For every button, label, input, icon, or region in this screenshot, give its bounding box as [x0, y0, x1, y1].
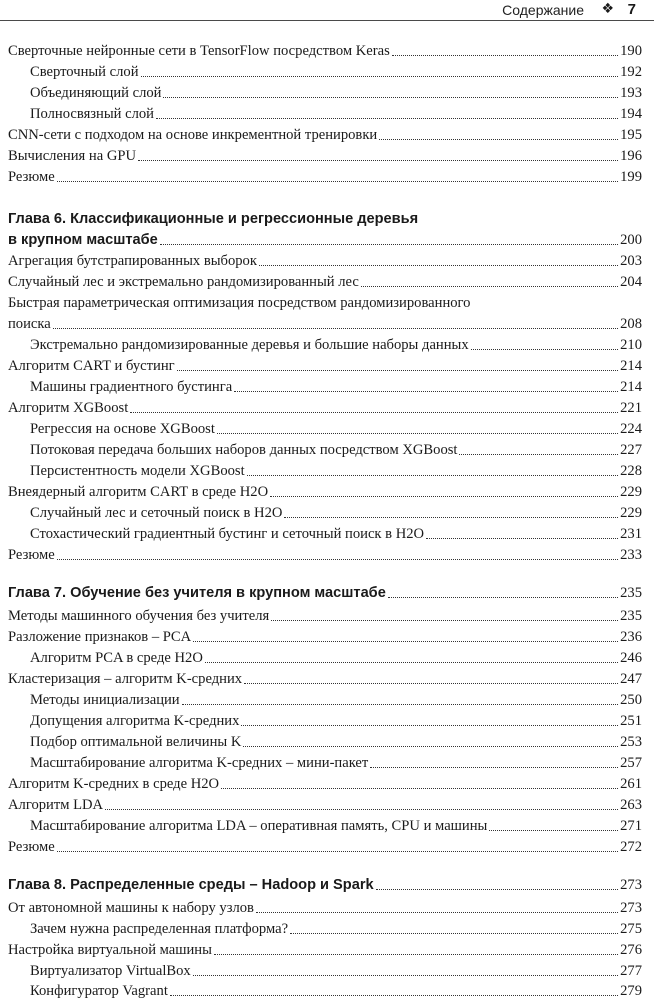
toc-entry-page: 194 [620, 106, 642, 122]
toc-entry-title: Вычисления на GPU [8, 148, 137, 164]
dot-leader [105, 809, 618, 810]
toc-entry[interactable] [30, 689, 642, 709]
toc-entry-title: Резюме [8, 169, 55, 185]
toc-entry-title: Случайный лес и сеточный поиск в H2O [30, 505, 283, 521]
toc-entry[interactable] [8, 271, 642, 291]
toc-entry-page: 221 [620, 400, 642, 416]
toc-entry[interactable] [8, 397, 642, 417]
toc-entry-page: 273 [620, 877, 642, 893]
dot-leader [193, 975, 618, 976]
toc-entry-title: Персистентность модели XGBoost [30, 463, 245, 479]
header-page-number: 7 [627, 1, 636, 18]
toc-entry-page: 196 [620, 148, 642, 164]
toc-entry-page: 214 [620, 379, 642, 395]
toc-entry-page: 277 [620, 963, 642, 979]
toc-entry-title: Зачем нужна распределенная платформа? [30, 921, 289, 937]
toc-entry[interactable] [30, 418, 642, 438]
toc-entry-title: Методы машинного обучения без учителя [8, 608, 270, 624]
toc-entry-page: 263 [620, 797, 642, 813]
toc-entry-page: 210 [620, 337, 642, 353]
toc-entry-title: Объединяющий слой [30, 85, 162, 101]
dot-leader [426, 538, 618, 539]
toc-entry-title: CNN-сети с подходом на основе инкрементной тренировки [8, 127, 378, 143]
dot-leader [57, 851, 618, 852]
toc-entry-title: Методы инициализации [30, 692, 180, 708]
toc-entry-page: 250 [620, 692, 642, 708]
toc-entry-page: 279 [620, 983, 642, 999]
toc-entry-page: 228 [620, 463, 642, 479]
toc-entry-title: Резюме [8, 839, 55, 855]
toc-entry[interactable] [30, 334, 642, 354]
toc-entry[interactable] [30, 376, 642, 396]
toc-entry[interactable] [30, 103, 642, 123]
dot-leader [270, 496, 618, 497]
dot-leader [163, 97, 618, 98]
toc-entry-title: Полносвязный слой [30, 106, 154, 122]
toc-entry-title: Подбор оптимальной величины K [30, 734, 242, 750]
toc-entry[interactable] [8, 40, 642, 60]
toc-entry[interactable] [30, 439, 642, 459]
dot-leader [256, 912, 618, 913]
toc-entry-title: Алгоритм K-средних в среде H2O [8, 776, 220, 792]
toc-entry[interactable] [30, 731, 642, 751]
toc-entry-title: Машины градиентного бустинга [30, 379, 233, 395]
toc-entry[interactable] [30, 647, 642, 667]
toc-entry[interactable] [8, 939, 642, 959]
toc-entry-page: 236 [620, 629, 642, 645]
toc-entry[interactable] [8, 794, 642, 814]
toc-entry-page: 204 [620, 274, 642, 290]
toc-entry-title: Потоковая передача больших наборов данных посредством XGBoost [30, 442, 458, 458]
toc-entry[interactable] [8, 605, 642, 625]
toc-entry[interactable] [8, 292, 642, 312]
toc-entry-page: 227 [620, 442, 642, 458]
toc-entry[interactable] [30, 980, 642, 1000]
dot-leader [376, 889, 618, 890]
toc-chapter-heading[interactable] [8, 874, 642, 894]
dot-leader [471, 349, 618, 350]
toc-entry-title: Глава 8. Распределенные среды – Hadoop и Spark [8, 877, 374, 893]
dot-leader [177, 370, 618, 371]
dot-leader [214, 954, 618, 955]
toc-entry[interactable] [30, 752, 642, 772]
toc-entry[interactable] [8, 166, 642, 186]
toc-entry-title: Конфигуратор Vagrant [30, 983, 168, 999]
toc-entry[interactable] [8, 145, 642, 165]
toc-entry-title: Алгоритм XGBoost [8, 400, 129, 416]
toc-entry-page: 253 [620, 734, 642, 750]
toc-entry-page: 214 [620, 358, 642, 374]
dot-leader [217, 433, 618, 434]
toc-entry-title: Глава 7. Обучение без учителя в крупном масштабе [8, 585, 386, 601]
dot-leader [271, 620, 618, 621]
toc-entry-page: 193 [620, 85, 642, 101]
toc-chapter-heading[interactable] [8, 208, 642, 228]
toc-entry[interactable] [8, 668, 642, 688]
dot-leader [221, 788, 618, 789]
toc-entry-title: Экстремально рандомизированные деревья и большие наборы данных [30, 337, 469, 353]
toc-entry-title: Глава 6. Классификационные и регрессионные деревья [8, 211, 419, 227]
toc-entry[interactable] [8, 626, 642, 646]
dot-leader [244, 683, 618, 684]
toc-entry-title: Резюме [8, 547, 55, 563]
dot-leader [290, 933, 618, 934]
toc-entry-page: 190 [620, 43, 642, 59]
toc-entry-title: Сверточные нейронные сети в TensorFlow посредством Keras [8, 43, 390, 59]
toc-entry-title: Случайный лес и экстремально рандомизированный лес [8, 274, 359, 290]
dot-leader [379, 139, 618, 140]
dot-leader [53, 328, 618, 329]
dot-leader [259, 265, 618, 266]
toc-entry[interactable] [8, 313, 642, 333]
dot-leader [284, 517, 618, 518]
dot-leader [57, 559, 618, 560]
toc-entry-page: 271 [620, 818, 642, 834]
toc-entry-page: 273 [620, 900, 642, 916]
toc-entry-title: Виртуализатор VirtualBox [30, 963, 191, 979]
dot-leader [247, 475, 618, 476]
toc-entry[interactable] [8, 544, 642, 564]
toc-entry-page: 251 [620, 713, 642, 729]
toc-entry[interactable] [8, 836, 642, 856]
toc-entry[interactable] [30, 82, 642, 102]
toc-entry-page: 233 [620, 547, 642, 563]
toc-entry[interactable] [30, 523, 642, 543]
toc-entry[interactable] [30, 815, 642, 835]
dot-leader [241, 725, 618, 726]
toc-entry-title: Допущения алгоритма K-средних [30, 713, 240, 729]
toc-entry-title: Стохастический градиентный бустинг и сеточный поиск в H2O [30, 526, 425, 542]
toc-entry-page: 257 [620, 755, 642, 771]
toc-chapter-heading[interactable] [8, 582, 642, 602]
toc-entry-page: 192 [620, 64, 642, 80]
dot-leader [243, 746, 618, 747]
toc-entry-page: 229 [620, 505, 642, 521]
toc-entry-page: 272 [620, 839, 642, 855]
toc-entry[interactable] [30, 502, 642, 522]
toc-entry-title: Кластеризация – алгоритм K-средних [8, 671, 243, 687]
dot-leader [156, 118, 618, 119]
toc-entry-page: 235 [620, 585, 642, 601]
toc-entry-page: 246 [620, 650, 642, 666]
toc-entry[interactable] [8, 897, 642, 917]
toc-entry-page: 199 [620, 169, 642, 185]
toc-entry-page: 235 [620, 608, 642, 624]
dot-leader [388, 597, 618, 598]
dot-leader [361, 286, 618, 287]
dot-leader [459, 454, 618, 455]
toc-entry-title: Регрессия на основе XGBoost [30, 421, 215, 437]
toc-entry-page: 203 [620, 253, 642, 269]
toc-entry-title: поиска [8, 316, 51, 332]
toc-entry-page: 276 [620, 942, 642, 958]
toc-entry-page: 247 [620, 671, 642, 687]
dot-leader [234, 391, 618, 392]
toc-entry[interactable] [30, 918, 642, 938]
toc-entry-title: Разложение признаков – PCA [8, 629, 192, 645]
toc-entry-page: 231 [620, 526, 642, 542]
toc-entry-title: Внеядерный алгоритм CART в среде H2O [8, 484, 269, 500]
dot-leader [193, 641, 618, 642]
toc-entry[interactable] [8, 481, 642, 501]
toc-entry-page: 229 [620, 484, 642, 500]
toc-entry[interactable] [8, 773, 642, 793]
dot-leader [370, 767, 618, 768]
toc-entry-page: 195 [620, 127, 642, 143]
toc-entry-page: 224 [620, 421, 642, 437]
toc-entry-page: 261 [620, 776, 642, 792]
toc-entry[interactable] [8, 250, 642, 270]
dot-leader [170, 995, 618, 996]
toc-entry[interactable] [30, 960, 642, 980]
toc-entry[interactable] [30, 61, 642, 81]
header-title: Содержание [502, 2, 584, 18]
running-header [0, 0, 654, 21]
dot-leader [205, 662, 618, 663]
dot-leader [182, 704, 618, 705]
toc-entry[interactable] [30, 460, 642, 480]
toc-chapter-heading[interactable] [8, 229, 642, 249]
toc-entry[interactable] [8, 355, 642, 375]
toc-entry-page: 200 [620, 232, 642, 248]
toc-entry-title: Настройка виртуальной машины [8, 942, 212, 958]
dot-leader [141, 76, 619, 77]
toc-entry-title: Алгоритм CART и бустинг [8, 358, 175, 374]
toc-entry-title: Масштабирование алгоритма K-средних – мини-пакет [30, 755, 369, 771]
toc-entry-title: Агрегация бутстрапированных выборок [8, 253, 257, 269]
toc-entry-title: От автономной машины к набору узлов [8, 900, 254, 916]
toc-entry-page: 208 [620, 316, 642, 332]
toc-entry-title: Сверточный слой [30, 64, 139, 80]
diamond-ornament-icon: ❖ [601, 1, 614, 17]
toc-entry-title: Масштабирование алгоритма LDA – оперативная память, CPU и машины [30, 818, 488, 834]
toc-entry[interactable] [8, 124, 642, 144]
dot-leader [57, 181, 618, 182]
toc-entry-title: Быстрая параметрическая оптимизация посредством рандомизированного [8, 295, 471, 311]
toc-entry-title: Алгоритм LDA [8, 797, 104, 813]
toc-entry[interactable] [30, 710, 642, 730]
toc-entry-title: Алгоритм PCA в среде H2O [30, 650, 203, 666]
dot-leader [130, 412, 618, 413]
dot-leader [489, 830, 618, 831]
toc-entry-page: 275 [620, 921, 642, 937]
toc-entry-title: в крупном масштабе [8, 232, 158, 248]
dot-leader [160, 244, 618, 245]
dot-leader [392, 55, 618, 56]
dot-leader [138, 160, 618, 161]
